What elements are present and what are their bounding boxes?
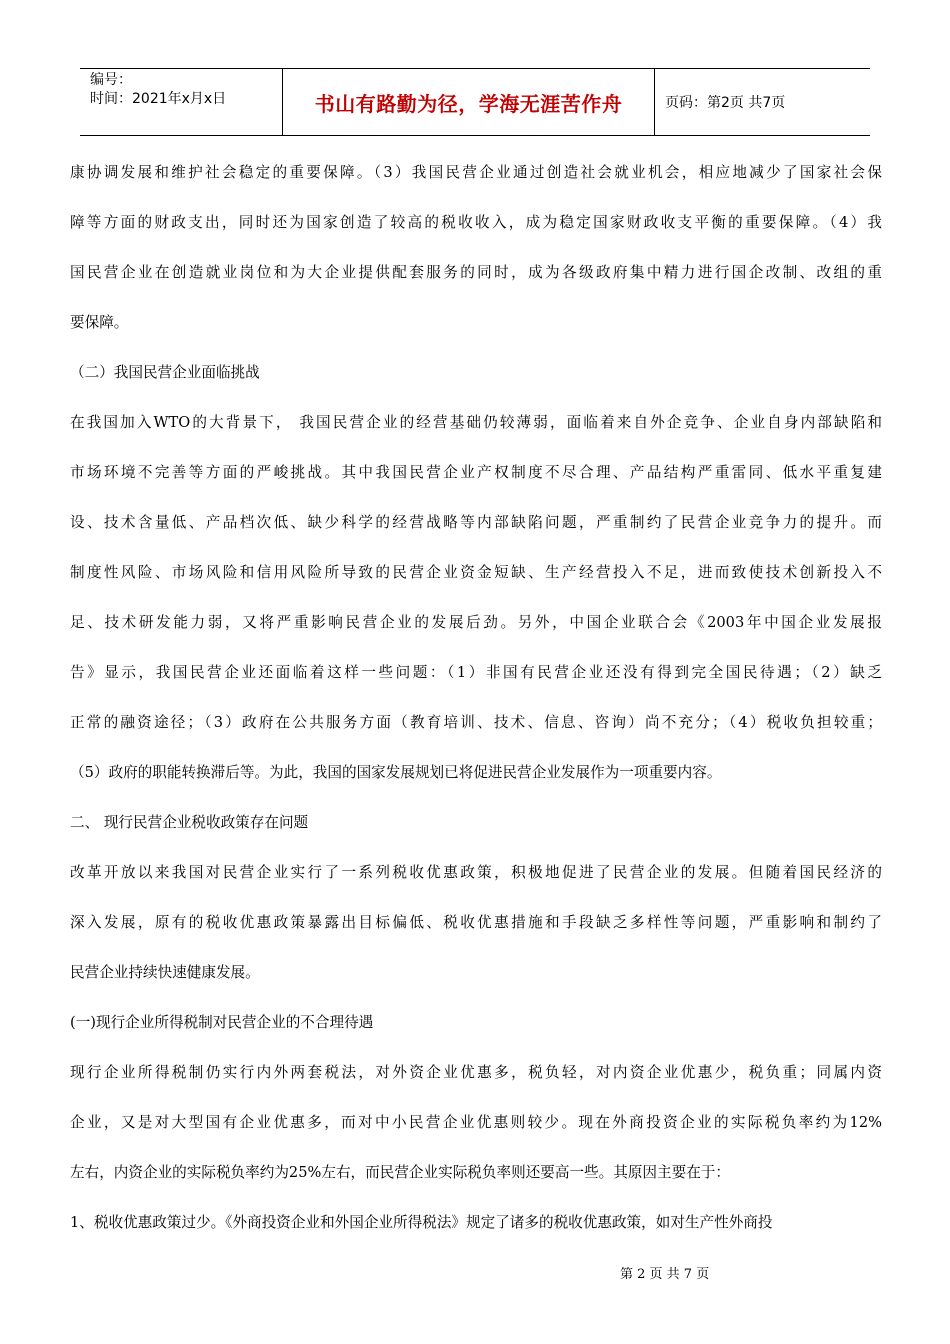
paragraph-line: 障等方面的财政支出，同时还为国家创造了较高的税收收入，成为稳定国家财政收支平衡的重要保障。（4）我 xyxy=(70,214,882,231)
paragraph-line: （二）我国民营企业面临挑战 xyxy=(70,364,260,381)
page-header xyxy=(80,68,870,136)
paragraph-line: 二、 现行民营企业税收政策存在问题 xyxy=(70,814,309,831)
paragraph-line: 1、税收优惠政策过少。《外商投资企业和外国企业所得税法》规定了诸多的税收优惠政策，如对生产性外商投 xyxy=(70,1214,773,1231)
date-label: 时间：2021年x月x日 xyxy=(90,91,227,107)
paragraph-line: 在我国加入WTO的大背景下， 我国民营企业的经营基础仍较薄弱，面临着来自外企竞争、企业自身内部缺陷和 xyxy=(70,414,882,431)
number-label: 编号： xyxy=(90,72,132,88)
header-page-label: 页码：第2页 共7页 xyxy=(665,95,786,111)
paragraph-line: 企业，又是对大型国有企业优惠多，而对中小民营企业优惠则较少。现在外商投资企业的实际税负率约为12% xyxy=(70,1114,882,1131)
paragraph-line: 康协调发展和维护社会稳定的重要保障。（3）我国民营企业通过创造社会就业机会，相应地减少了国家社会保 xyxy=(70,164,882,181)
paragraph-line: 国民营企业在创造就业岗位和为大企业提供配套服务的同时，成为各级政府集中精力进行国企改制、改组的重 xyxy=(70,264,882,281)
paragraph-line: 要保障。 xyxy=(70,314,129,331)
paragraph-line: 制度性风险、市场风险和信用风险所导致的民营企业资金短缺、生产经营投入不足，进而致使技术创新投入不 xyxy=(70,564,882,581)
paragraph-line: 市场环境不完善等方面的严峻挑战。其中我国民营企业产权制度不尽合理、产品结构严重雷同、低水平重复建 xyxy=(70,464,882,481)
paragraph-line: 足、技术研发能力弱，又将严重影响民营企业的发展后劲。另外，中国企业联合会《2003年中国企业发展报 xyxy=(70,614,882,631)
paragraph-line: 告》显示，我国民营企业还面临着这样一些问题：（1）非国有民营企业还没有得到完全国民待遇；（2）缺乏 xyxy=(70,664,882,681)
paragraph-line: 正常的融资途径；（3）政府在公共服务方面（教育培训、技术、信息、咨询）尚不充分；（4）税收负担较重； xyxy=(70,714,882,731)
document-body xyxy=(70,148,882,1248)
header-motto: 书山有路勤为径，学海无涯苦作舟 xyxy=(283,69,655,135)
paragraph-line: （5）政府的职能转换滞后等。为此，我国的国家发展规划已将促进民营企业发展作为一项重要内容。 xyxy=(70,764,722,781)
paragraph-line: (一)现行企业所得税制对民营企业的不合理待遇 xyxy=(70,1014,374,1031)
paragraph-line: 现行企业所得税制仍实行内外两套税法，对外资企业优惠多，税负轻，对内资企业优惠少，税负重；同属内资 xyxy=(70,1064,882,1081)
paragraph-line: 改革开放以来我国对民营企业实行了一系列税收优惠政策，积极地促进了民营企业的发展。但随着国民经济的 xyxy=(70,864,882,881)
paragraph-line: 设、技术含量低、产品档次低、缺少科学的经营战略等内部缺陷问题，严重制约了民营企业竞争力的提升。而 xyxy=(70,514,882,531)
paragraph-line: 民营企业持续快速健康发展。 xyxy=(70,964,260,981)
paragraph-line: 深入发展，原有的税收优惠政策暴露出目标偏低、税收优惠措施和手段缺乏多样性等问题，严重影响和制约了 xyxy=(70,914,882,931)
paragraph-line: 左右，内资企业的实际税负率约为25%左右，而民营企业实际税负率则还要高一些。其原因主要在于： xyxy=(70,1164,730,1181)
page-footer: 第 2 页 共 7 页 xyxy=(620,1267,710,1282)
header-meta xyxy=(80,69,283,135)
